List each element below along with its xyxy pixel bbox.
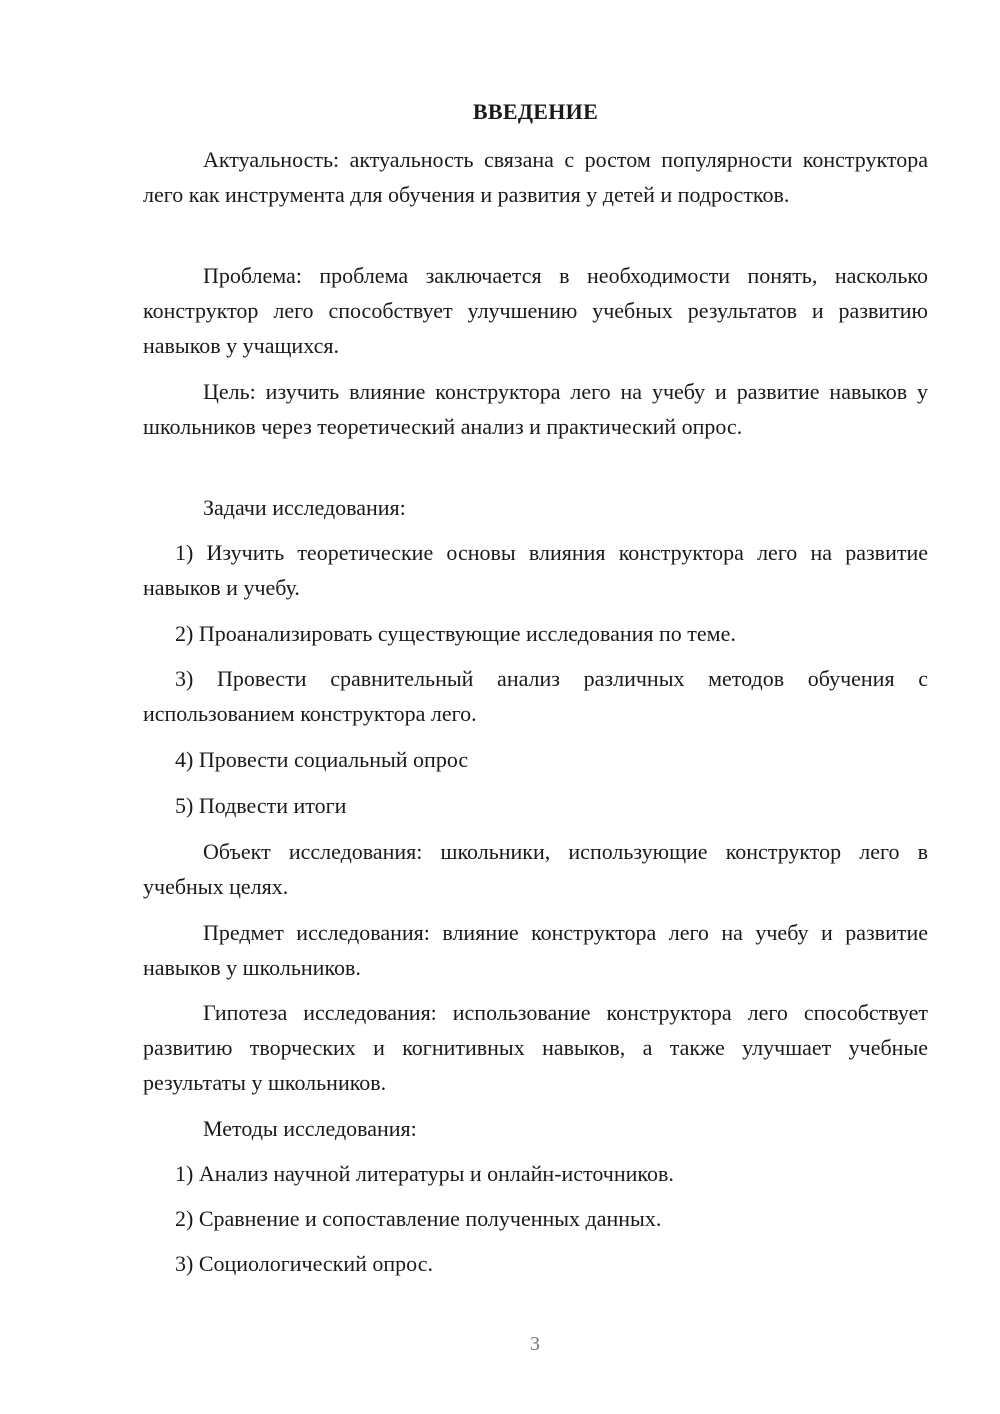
relevance-paragraph: Актуальность: актуальность связана с ростом популярности конструктора лего как инструмента для обучения и развития у детей и подростков.	[143, 147, 928, 207]
hypothesis-paragraph: Гипотеза исследования: использование конструктора лего способствует развитию творческих и когнитивных навыков, а также улучшает учебные результаты у школьников.	[143, 1000, 928, 1095]
problem-paragraph: Проблема: проблема заключается в необходимости понять, насколько конструктор лего способствует улучшению учебных результатов и развитию навыков у учащихся.	[143, 263, 928, 358]
task-item-2: 2) Проанализировать существующие исследования по теме.	[175, 621, 736, 646]
methods-heading: Методы исследования:	[203, 1116, 417, 1141]
method-item-3: 3) Социологический опрос.	[175, 1251, 433, 1276]
goal-paragraph: Цель: изучить влияние конструктора лего на учебу и развитие навыков у школьников через теоретический анализ и практический опрос.	[143, 379, 928, 439]
object-paragraph: Объект исследования: школьники, использующие конструктор лего в учебных целях.	[143, 839, 928, 899]
method-item-2: 2) Сравнение и сопоставление полученных данных.	[175, 1206, 662, 1231]
page-title: ВВЕДЕНИЕ	[472, 99, 599, 124]
task-item-4: 4) Провести социальный опрос	[175, 747, 469, 772]
task-item-1: 1) Изучить теоретические основы влияния конструктора лего на развитие навыков и учебу.	[143, 540, 928, 600]
task-item-3: 3) Провести сравнительный анализ различных методов обучения с использованием конструктора лего.	[143, 666, 928, 726]
tasks-heading: Задачи исследования:	[203, 495, 406, 520]
task-item-5: 5) Подвести итоги	[175, 793, 347, 818]
page-number: 3	[530, 1333, 540, 1355]
subject-paragraph: Предмет исследования: влияние конструктора лего на учебу и развитие навыков у школьников.	[143, 920, 928, 980]
method-item-1: 1) Анализ научной литературы и онлайн-источников.	[175, 1161, 674, 1186]
